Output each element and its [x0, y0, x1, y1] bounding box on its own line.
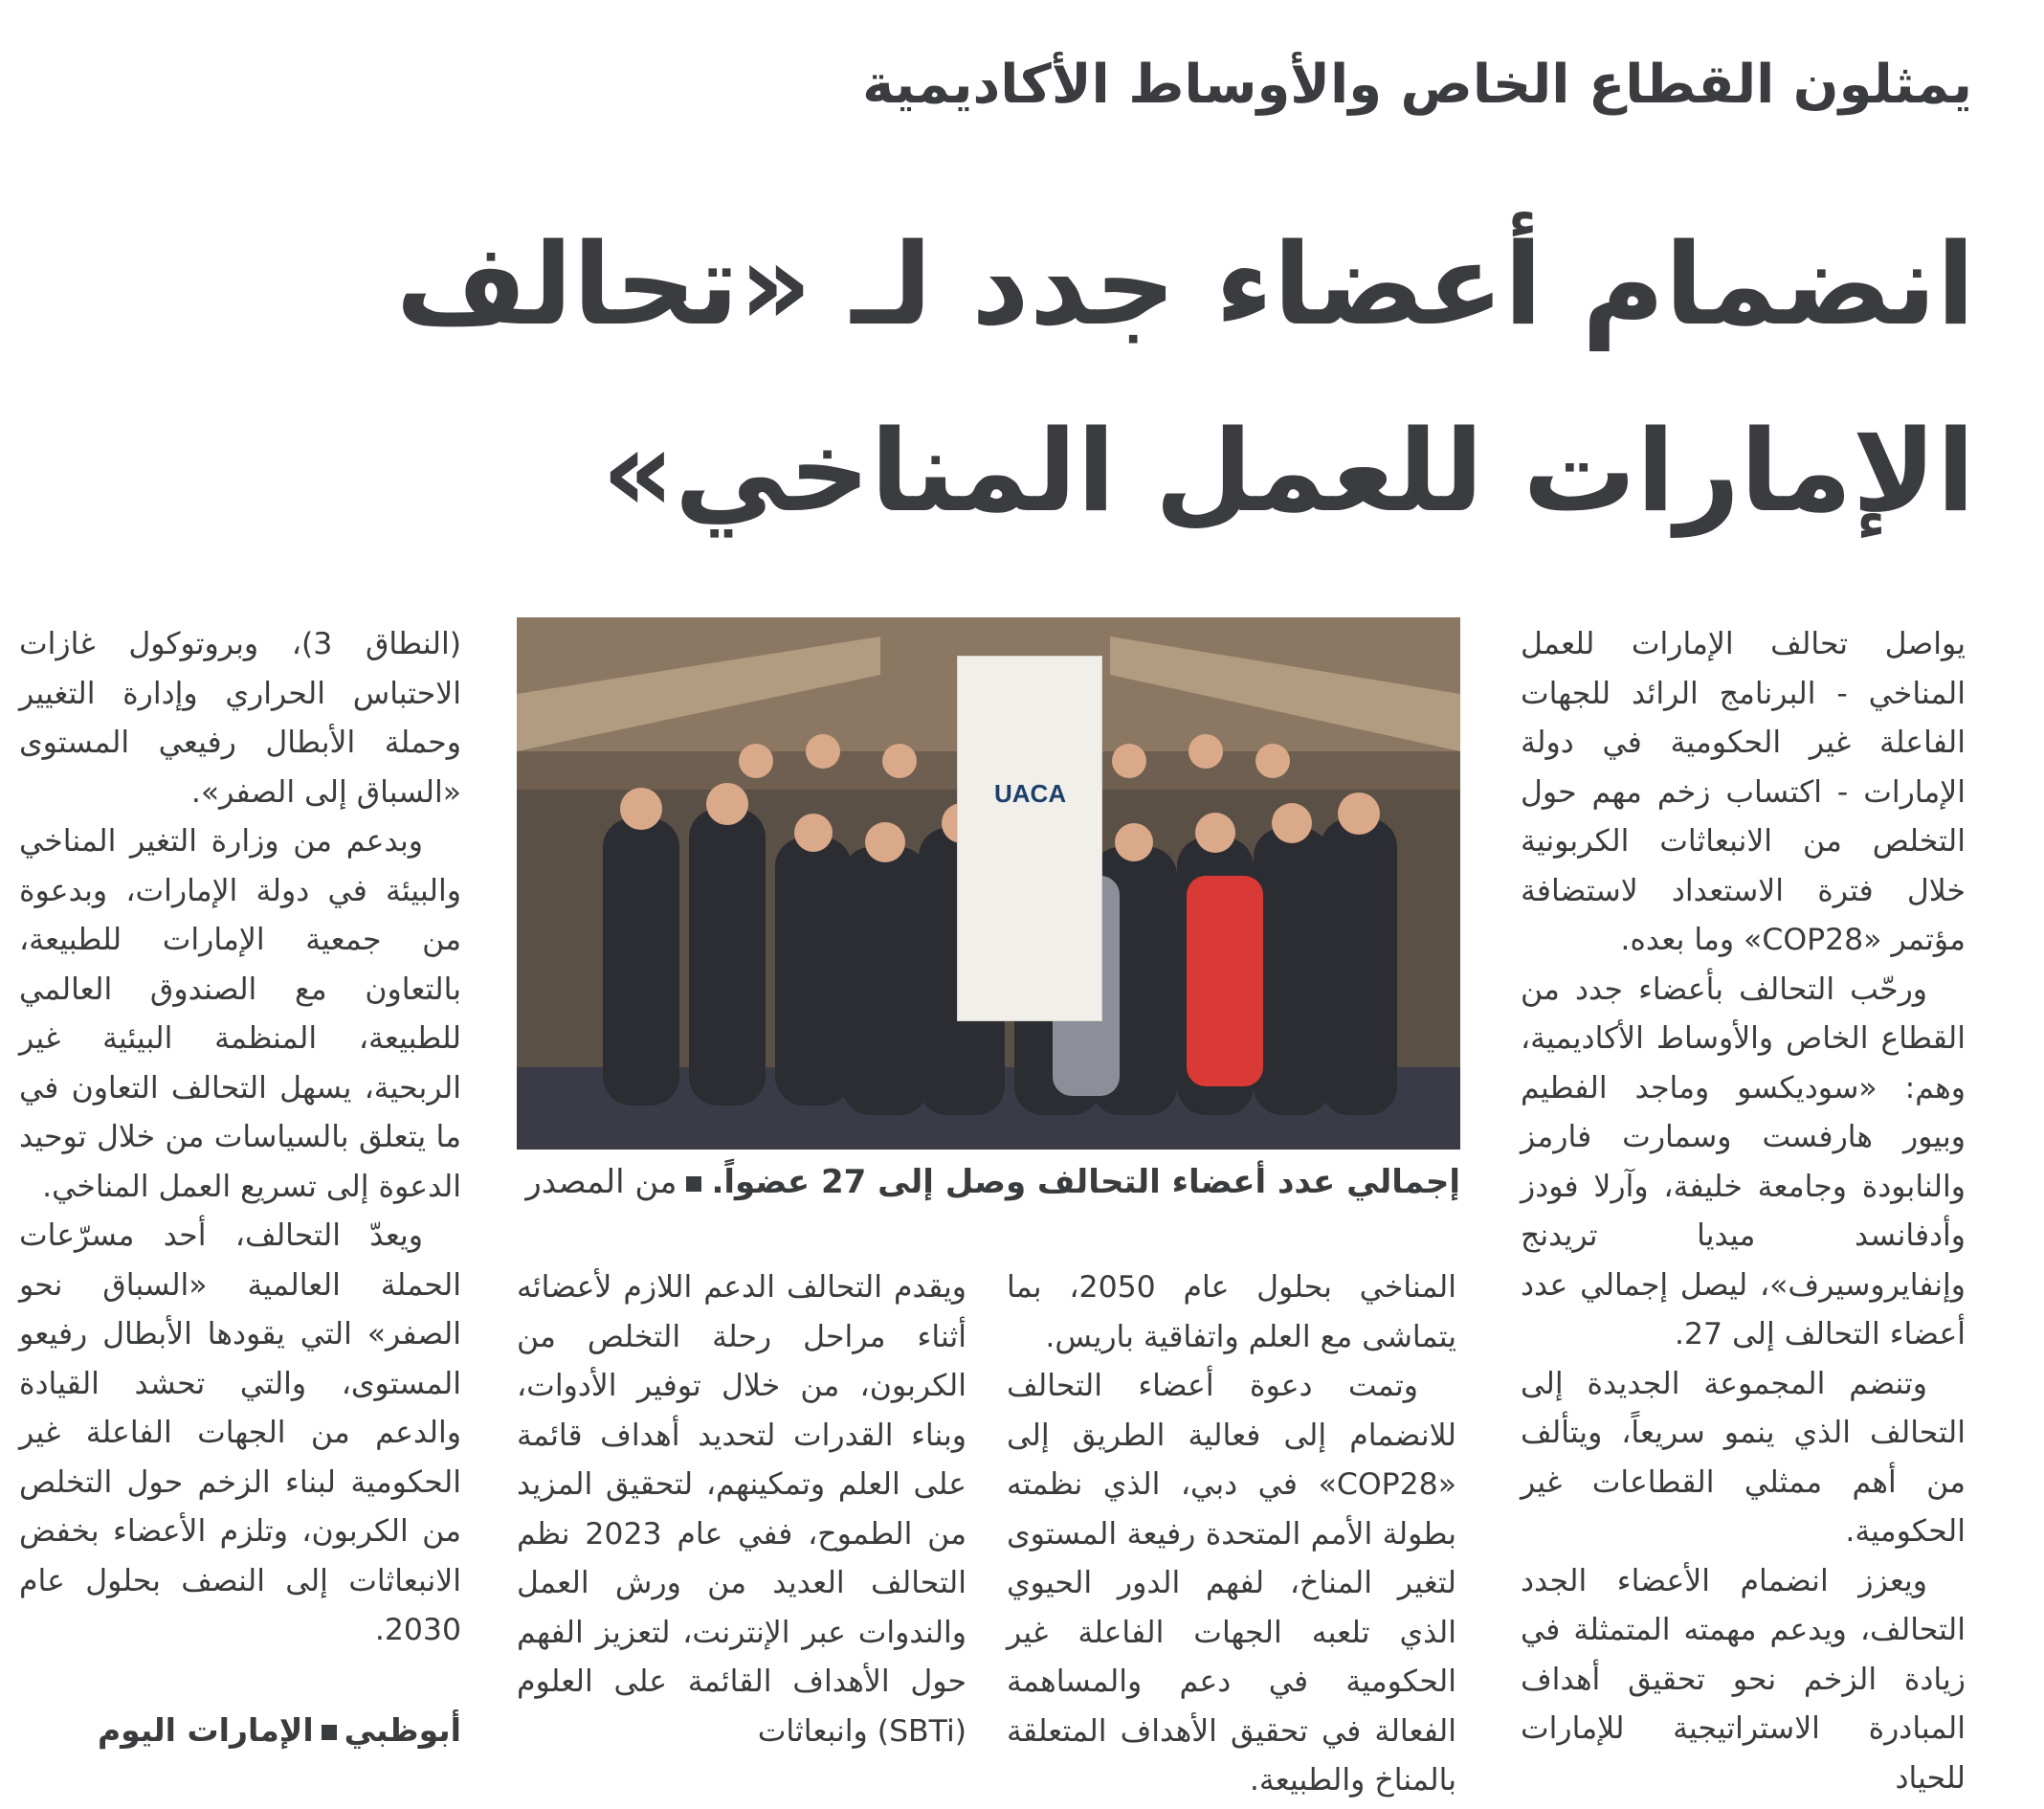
group-photo: [517, 617, 1460, 1150]
headline-line-2: الإمارات للعمل المناخي»: [601, 404, 1975, 537]
paragraph: ويقدم التحالف الدعم اللازم لأعضائه أثناء مراحل رحلة التخلص من الكربون، من خلال توفير الأدوات، وبناء القدرات لتحديد أهداف قائمة على العلم وتمكينهم، لتحقيق المزيد من الطموح، ففي عام 2023 نظم التحالف العديد من ورش العمل والندوات عبر الإنترنت، لتعزيز الفهم حول الأهداف القائمة على العلوم (SBTi) وانبعاثات: [517, 1270, 966, 1749]
photo-caption: [517, 1158, 1460, 1206]
headline: [157, 191, 1975, 564]
paragraph: ويعزز انضمام الأعضاء الجدد التحالف، ويدعم مهمته المتمثلة في زيادة الزخم نحو تحقيق أهداف المبادرة الاستراتيجية للإمارات للحياد: [1521, 1563, 1966, 1796]
article-column-right: [1521, 620, 1966, 1796]
byline-location: أبوظبي: [344, 1711, 461, 1749]
event-banner: [957, 656, 1102, 1021]
paragraph: المناخي بحلول عام 2050، بما يتماشى مع العلم واتفاقية باريس.: [1007, 1270, 1457, 1354]
banner-logo: UACA: [994, 779, 1067, 808]
paragraph: يواصل تحالف الإمارات للعمل المناخي - البرنامج الرائد للجهات الفاعلة غير الحكومية في دولة الإمارات - اكتساب زخم مهم حول التخلص من الانبعاثات الكربونية خلال فترة الاستعداد لاستضافة مؤتمر «COP28» وما بعده.: [1521, 627, 1966, 957]
separator-square-icon: [686, 1176, 701, 1192]
paragraph: (النطاق 3)، وبروتوكول غازات الاحتباس الحراري وإدارة التغيير وحملة الأبطال رفيعي المستوى «السباق إلى الصفر».: [19, 627, 461, 810]
photo-credit: من المصدر: [525, 1163, 678, 1201]
byline-source: الإمارات اليوم: [97, 1711, 314, 1749]
paragraph: ورحّب التحالف بأعضاء جدد من القطاع الخاص والأوساط الأكاديمية، وهم: «سوديكسو وماجد الفطيم وبيور هارفست وسمارت فارمز والنابودة وجامعة خليفة، وآرلا فودز وأدفانسد ميديا تريدنج وإنفايروسيرف»، ليصل إجمالي عدد أعضاء التحالف إلى 27.: [1521, 972, 1966, 1351]
paragraph: ويعدّ التحالف، أحد مسرّعات الحملة العالمية «السباق نحو الصفر» التي يقودها الأبطال رفيعو المستوى، والتي تحشد القيادة والدعم من الجهات الفاعلة غير الحكومية لبناء الزخم حول التخلص من الكربون، وتلزم الأعضاء بخفض الانبعاثات إلى النصف بحلول عام 2030.: [19, 1218, 461, 1647]
paragraph: وتمت دعوة أعضاء التحالف للانضمام إلى فعالية الطريق إلى «COP28» في دبي، الذي نظمته بطولة الأمم المتحدة رفيعة المستوى لتغير المناخ، لفهم الدور الحيوي الذي تلعبه الجهات الفاعلة غير الحكومية في دعم والمساهمة الفعالة في تحقيق الأهداف المتعلقة بالمناخ والطبيعة.: [1007, 1369, 1456, 1798]
headline-line-1: انضمام أعضاء جدد لـ «تحالف: [395, 218, 1975, 350]
article-column-left: [19, 620, 461, 1759]
separator-square-icon: [322, 1725, 337, 1740]
article-column-mid-left: [517, 1263, 966, 1761]
paragraph: وبدعم من وزارة التغير المناخي والبيئة في دولة الإمارات، وبدعوة من جمعية الإمارات للطبيعة، بالتعاون مع الصندوق العالمي للطبيعة، المنظمة البيئية غير الربحية، يسهل التحالف التعاون في ما يتعلق بالسياسات من خلال توحيد الدعوة إلى تسريع العمل المناخي.: [19, 824, 461, 1204]
article-column-mid-right: [1007, 1263, 1457, 1798]
byline: [19, 1706, 461, 1755]
paragraph: وتنضم المجموعة الجديدة إلى التحالف الذي ينمو سريعاً، ويتألف من أهم ممثلي القطاعات غير الحكومية.: [1521, 1366, 1966, 1549]
kicker: يمثلون القطاع الخاص والأوساط الأكاديمية: [862, 54, 1972, 116]
caption-text: إجمالي عدد أعضاء التحالف وصل إلى 27 عضواً.: [711, 1163, 1460, 1201]
